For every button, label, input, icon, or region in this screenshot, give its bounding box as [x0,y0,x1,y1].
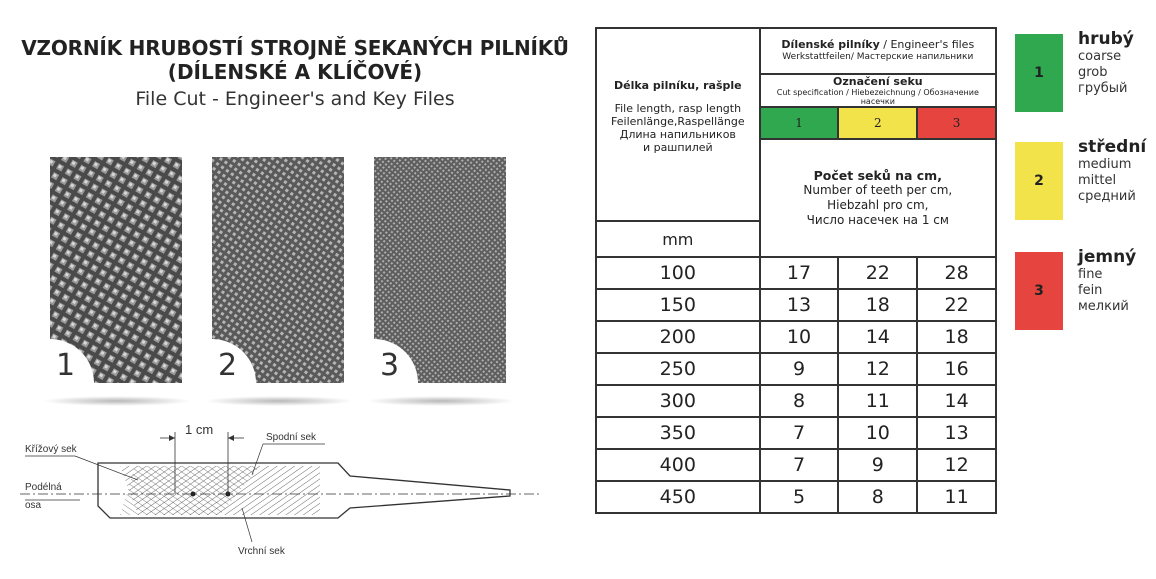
teeth-cell: 11 [838,385,917,417]
legend-ru: мелкий [1078,299,1129,314]
teeth-cell: 7 [760,417,839,449]
teeth-title: Počet seků na cm, [813,168,942,183]
length-cell: 100 [596,257,760,289]
teeth-cell: 9 [760,353,839,385]
legend-medium [1015,138,1155,228]
cut-medium: 2 [838,107,917,139]
swatch-coarse [50,157,182,383]
teeth-cell: 14 [917,385,996,417]
length-cell: 450 [596,481,760,513]
legend-en: fine [1078,267,1103,282]
legend-name: jemný [1078,247,1137,267]
table-row [596,481,996,513]
teeth-cell: 7 [760,449,839,481]
length-ru-2: и рашпилей [642,141,713,154]
files-bold: Dílenské pilníky [781,38,880,51]
legend-en: medium [1078,157,1132,172]
teeth-cell: 28 [917,257,996,289]
table-row [596,449,996,481]
cut-header [760,74,996,107]
legend-en: coarse [1078,49,1122,64]
legend-de: grob [1078,65,1108,80]
files-header [760,28,996,74]
teeth-cell: 14 [838,321,917,353]
table-row [596,289,996,321]
teeth-cell: 10 [760,321,839,353]
legend-text [1078,248,1136,315]
swatch-shadow [366,396,516,406]
legend-text [1078,30,1134,97]
swatch-number: 2 [218,348,238,383]
length-de: Feilenlänge,Raspellänge [611,115,745,128]
main-title: VZORNÍK HRUBOSTÍ STROJNĚ SEKANÝCH PILNÍKŮ [21,36,569,60]
length-cell: 200 [596,321,760,353]
teeth-cell: 11 [917,481,996,513]
main-subtitle: (DÍLENSKÉ A KLÍČOVÉ) [167,60,423,84]
legend-de: fein [1078,283,1103,298]
teeth-cell: 12 [917,449,996,481]
length-cell: 350 [596,417,760,449]
teeth-cell: 22 [917,289,996,321]
teeth-cell: 10 [838,417,917,449]
teeth-cell: 5 [760,481,839,513]
teeth-cell: 9 [838,449,917,481]
cut-coarse: 1 [760,107,839,139]
table-row [596,321,996,353]
swatch-number: 1 [56,348,76,383]
teeth-cell: 17 [760,257,839,289]
legend-fine [1015,248,1155,338]
file-diagram [20,420,560,570]
length-en: File length, rasp length [614,102,742,115]
table-body [596,257,996,513]
teeth-cell: 8 [838,481,917,513]
teeth-en: Number of teeth per cm, [803,183,953,197]
teeth-cell: 18 [838,289,917,321]
files-rest: / Engineer's files [879,38,975,51]
teeth-cell: 12 [838,353,917,385]
teeth-ru: Число насечек на 1 см [806,213,949,227]
swatch-shadow [204,396,354,406]
files-sub: Werkstattfeilen/ Мастерские напильники [782,52,974,62]
legend-name: hrubý [1078,29,1134,49]
legend-text [1078,138,1146,205]
cut-sub: Cut specification / Hiebezeichnung / Обозначение насечки [776,88,979,106]
teeth-cell: 8 [760,385,839,417]
cut-fine: 3 [917,107,996,139]
swatch-fine [374,157,506,383]
legend-name: střední [1078,137,1147,157]
table-row [596,385,996,417]
length-title: Délka pilníku, rašple [614,79,742,92]
label-axis-2: osa [25,500,42,511]
table-row [596,353,996,385]
legend-swatch: 1 [1015,34,1063,112]
table-row [596,417,996,449]
teeth-header [760,139,996,257]
label-top-cut: Vrchní sek [238,546,285,557]
teeth-cell: 22 [838,257,917,289]
length-cell: 250 [596,353,760,385]
length-cell: 400 [596,449,760,481]
swatch-number: 3 [380,348,400,383]
teeth-cell: 13 [760,289,839,321]
length-cell: 300 [596,385,760,417]
table-row [596,257,996,289]
legend-ru: грубый [1078,81,1128,96]
teeth-cell: 16 [917,353,996,385]
swatch-medium [212,157,344,383]
cut-title: Označení seku [833,75,923,88]
length-cell: 150 [596,289,760,321]
label-axis-1: Podélná [25,482,62,493]
legend-swatch: 3 [1015,252,1063,330]
teeth-table [595,27,997,514]
label-cross-cut: Křížový sek [25,444,77,455]
label-bottom-cut: Spodní sek [266,432,317,443]
legend-de: mittel [1078,173,1117,188]
length-ru: Длина напильников [619,128,736,141]
unit-cell: mm [596,221,760,257]
legend-coarse [1015,30,1155,120]
teeth-cell: 18 [917,321,996,353]
length-header [596,28,760,221]
swatch-shadow [42,396,192,406]
label-1cm: 1 cm [185,422,214,437]
teeth-de: Hiebzahl pro cm, [827,198,929,212]
english-title: File Cut - Engineer's and Key Files [135,88,455,110]
legend-ru: средний [1078,189,1136,204]
teeth-cell: 13 [917,417,996,449]
legend-swatch: 2 [1015,142,1063,220]
